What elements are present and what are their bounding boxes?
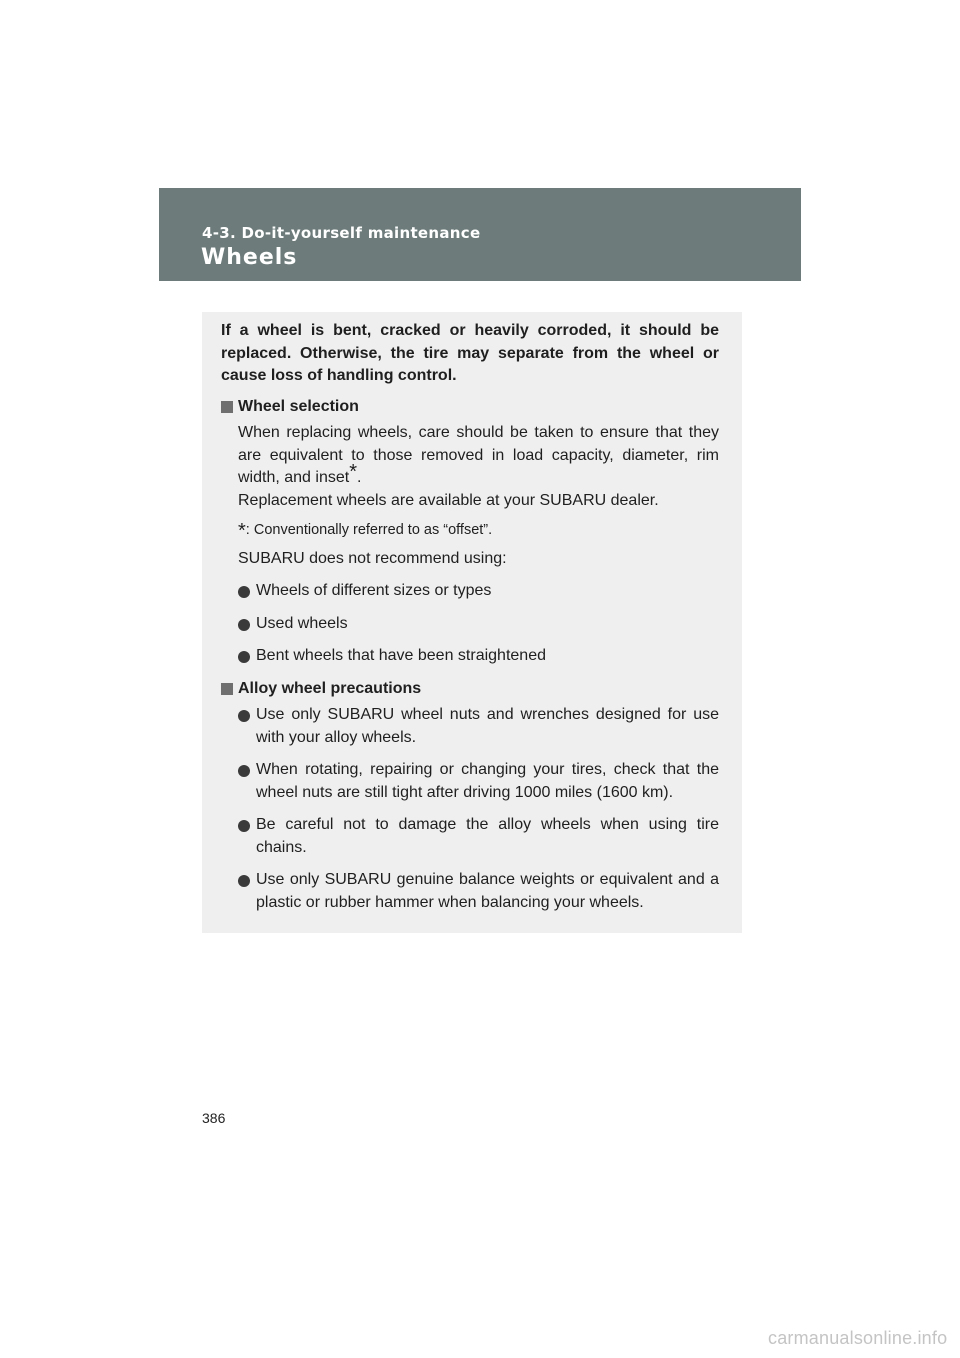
bullet-dot-icon (238, 765, 250, 777)
content-box (202, 312, 742, 933)
list-item (221, 814, 719, 859)
bullet-dot-icon (238, 710, 250, 722)
bullet-dot-icon (238, 875, 250, 887)
asterisk-marker: * (349, 460, 357, 483)
list-item-text: Use only SUBARU wheel nuts and wrenches designed for use with your alloy wheels. (256, 706, 719, 746)
section-label: 4-3. Do-it-yourself maintenance (202, 224, 481, 242)
wheel-selection-period: . (356, 469, 362, 486)
section-header (159, 188, 801, 281)
wheel-selection-text (221, 422, 719, 490)
list-item (221, 704, 719, 749)
list-item-text: Wheels of different sizes or types (256, 582, 492, 599)
list-item (221, 613, 719, 636)
content-inner (221, 320, 719, 924)
bullet-dot-icon (238, 619, 250, 631)
list-item-text: Use only SUBARU genuine balance weights or equivalent and a plastic or rubber hammer when balancing your wheels. (256, 871, 719, 911)
page-title: Wheels (201, 245, 298, 270)
list-item (221, 869, 719, 914)
bullet-dot-icon (238, 820, 250, 832)
list-item-text: Used wheels (256, 614, 348, 632)
page-number: 386 (202, 1110, 226, 1126)
footnote (221, 517, 719, 542)
not-recommended-intro: SUBARU does not recommend using: (238, 549, 507, 567)
bullet-dot-icon (238, 651, 250, 663)
list-item-text: Bent wheels that have been straightened (256, 647, 546, 664)
alloy-precautions-heading-text: Alloy wheel precautions (238, 679, 422, 697)
list-item (221, 580, 719, 603)
list-item-text: When rotating, repairing or changing your tires, check that the wheel nuts are still tight after driving 1000 miles (1600 km). (256, 761, 719, 801)
intro-text: If a wheel is bent, cracked or heavily corroded, it should be replaced. Otherwise, the tire may separate from the wheel or cause loss of handling control. (221, 322, 719, 384)
wheel-selection-heading-text: Wheel selection (238, 397, 359, 415)
wheel-selection-body: When replacing wheels, care should be taken to ensure that they are equivalent to those removed in load capacity, diameter, rim width, and inset (238, 424, 719, 486)
dealer-note: Replacement wheels are available at your SUBARU dealer. (238, 491, 659, 509)
footnote-text: : Conventionally referred to as “offset”. (245, 522, 493, 538)
list-item (221, 645, 719, 668)
wheel-selection-heading (221, 396, 719, 419)
list-item (221, 759, 719, 804)
footnote-marker: * (238, 520, 246, 542)
square-bullet-icon (221, 401, 233, 413)
list-item-text: Be careful not to damage the alloy wheels when using tire chains. (256, 816, 719, 856)
watermark: carmanualsonline.info (768, 1328, 948, 1348)
alloy-precautions-heading (221, 678, 719, 701)
bullet-dot-icon (238, 586, 250, 598)
square-bullet-icon (221, 683, 233, 695)
